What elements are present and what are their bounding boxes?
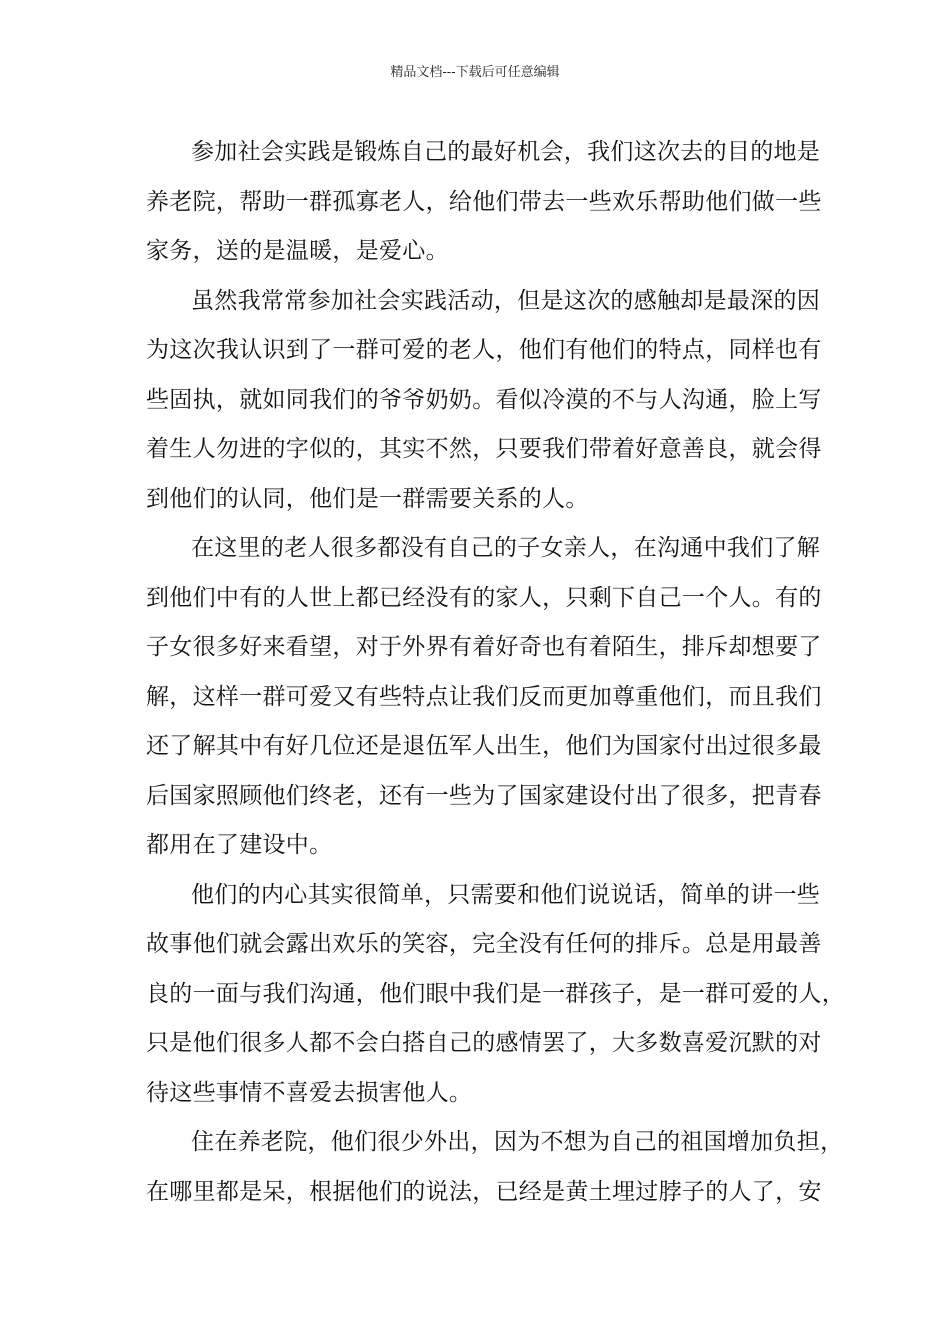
paragraph-4: [146, 871, 845, 1119]
text-line: 良的一面与我们沟通，他们眼中我们是一群孩子，是一群可爱的人，: [146, 980, 845, 1007]
text-line: 些固执，就如同我们的爷爷奶奶。看似冷漠的不与人沟通，脸上写: [146, 386, 822, 413]
document-body: [146, 128, 845, 1217]
text-line: 待这些事情不喜爱去损害他人。: [146, 1079, 473, 1106]
text-line: 为这次我认识到了一群可爱的老人，他们有他们的特点，同样也有: [146, 337, 822, 363]
text-line: 到他们中有的人世上都已经没有的家人，只剩下自己一个人。有的: [146, 584, 822, 611]
text-line: 故事他们就会露出欢乐的笑容，完全没有任何的排斥。总是用最善: [146, 931, 822, 957]
paragraph-5: [146, 1118, 844, 1217]
text-line: 子女很多好来看望，对于外界有着好奇也有着陌生，排斥却想要了: [146, 634, 822, 660]
text-line: 着生人勿进的字似的，其实不然，只要我们带着好意善良，就会得: [146, 436, 822, 462]
text-line: 解，这样一群可爱又有些特点让我们反而更加尊重他们，而且我们: [146, 683, 822, 710]
text-line: 都用在了建设中。: [146, 832, 333, 858]
paragraph-3: [146, 524, 822, 871]
text-line: 虽然我常常参加社会实践活动，但是这次的感触却是最深的因: [191, 287, 821, 314]
text-line: 到他们的认同，他们是一群需要关系的人。: [146, 485, 589, 512]
text-line: 住在养老院，他们很少外出，因为不想为自己的祖国增加负担，: [191, 1129, 844, 1155]
text-line: 后国家照顾他们终老，还有一些为了国家建设付出了很多，把青春: [146, 782, 822, 809]
text-line: 在这里的老人很多都没有自己的子女亲人，在沟通中我们了解: [191, 535, 821, 561]
page-header: 精品文档---下载后可任意编辑: [390, 65, 560, 80]
text-line: 参加社会实践是锻炼自己的最好机会，我们这次去的目的地是: [191, 139, 821, 165]
paragraph-2: [146, 277, 822, 525]
text-line: 还了解其中有好几位还是退伍军人出生，他们为国家付出过很多最: [146, 733, 822, 759]
text-line: 家务，送的是温暖，是爱心。: [146, 238, 449, 264]
text-line: 他们的内心其实很简单，只需要和他们说说话，简单的讲一些: [191, 881, 821, 908]
paragraph-1: [146, 128, 822, 277]
text-line: 在哪里都是呆，根据他们的说法，已经是黄土埋过脖子的人了，安: [146, 1178, 822, 1205]
text-line: 只是他们很多人都不会白搭自己的感情罢了，大多数喜爱沉默的对: [146, 1030, 822, 1056]
text-line: 养老院，帮助一群孤寡老人，给他们带去一些欢乐帮助他们做一些: [146, 188, 822, 215]
